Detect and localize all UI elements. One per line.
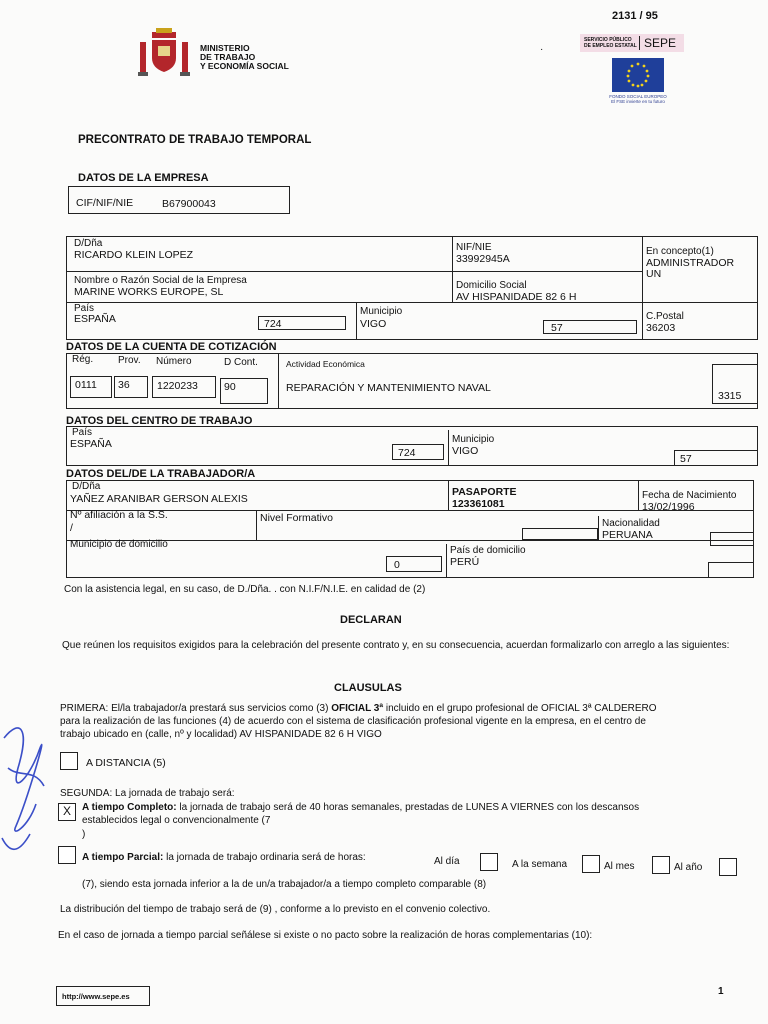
al-ano-checkbox[interactable]: [719, 858, 737, 876]
cp-label: C.Postal: [646, 311, 684, 322]
completo-text: la jornada de trabajo será de 40 horas semanales, prestadas de LUNES A VIERNES con los descansos: [179, 802, 640, 813]
primera-text: PRIMERA: El/la trabajador/a prestará sus servicios como (3): [60, 703, 329, 714]
prov-value: 36: [118, 379, 130, 391]
primera-line-3: trabajo ubicado en (calle, nº y localidad) AV HISPANIDADE 82 6 H VIGO: [60, 729, 382, 740]
pais-dom-label: País de domicilio: [450, 545, 526, 556]
parcial-line-2: (7), siendo esta jornada inferior a la de un/a trabajador/a a tiempo completo comparable (8): [82, 879, 487, 890]
clausulas-heading: CLAUSULAS: [334, 682, 402, 694]
nivel-code-box: [522, 528, 598, 540]
pais-dom-code-box: [708, 562, 754, 578]
page-number: 1: [718, 986, 724, 997]
table-divider: [446, 544, 447, 578]
reg-value: 0111: [75, 379, 97, 391]
nif-value: 33992945A: [456, 253, 510, 265]
eu-caption-line: El FSE invierte en tu futuro: [611, 99, 665, 104]
eu-caption-line: FONDO SOCIAL EUROPEO: [609, 94, 667, 99]
trab-dd-label: D/Dña: [72, 481, 101, 492]
pais-value: ESPAÑA: [74, 313, 116, 325]
pasaporte-label: PASAPORTE: [452, 486, 517, 498]
concepto-label: En concepto(1): [646, 246, 714, 257]
primera-group: incluido en el grupo profesional de OFICIAL 3ª CALDERERO: [385, 703, 657, 714]
section-heading-centro: DATOS DEL CENTRO DE TRABAJO: [66, 415, 253, 427]
razon-label: Nombre o Razón Social de la Empresa: [74, 275, 247, 286]
pais-code: 724: [264, 318, 282, 330]
primera-line-1: [60, 703, 657, 715]
actividad-code: 3315: [718, 390, 742, 402]
distancia-checkbox[interactable]: [60, 752, 78, 770]
parcial-checkbox[interactable]: [58, 846, 76, 864]
al-mes-checkbox[interactable]: [652, 856, 670, 874]
mun-dom-code: 0: [394, 559, 400, 571]
table-divider: [66, 302, 758, 303]
eu-caption: [602, 94, 674, 104]
sepe-small-line: DE EMPLEO ESTATAL: [584, 43, 637, 49]
al-mes-label: Al mes: [604, 861, 635, 872]
footer-url[interactable]: http://www.sepe.es: [62, 992, 130, 1001]
sepe-divider: [639, 36, 640, 50]
ministry-logo: [136, 28, 192, 83]
completo-checkbox[interactable]: X: [58, 803, 76, 821]
sepe-small-text: [584, 37, 637, 49]
al-ano-label: Al año: [674, 862, 703, 873]
parcial-line-1: [82, 852, 366, 864]
actividad-value: REPARACIÓN Y MANTENIMIENTO NAVAL: [286, 382, 491, 394]
ministry-line: Y ECONOMÍA SOCIAL: [200, 61, 289, 71]
cp-value: 36203: [646, 322, 676, 334]
centro-pais-value: ESPAÑA: [70, 438, 112, 450]
trab-dd-value: YAÑEZ ARANIBAR GERSON ALEXIS: [70, 493, 248, 505]
distancia-label: A DISTANCIA (5): [86, 757, 166, 769]
document-number: 2131 / 95: [612, 10, 658, 22]
a-la-semana-label: A la semana: [512, 859, 568, 870]
numero-value: 1220233: [157, 380, 198, 392]
section-heading-trabajador: DATOS DEL/DE LA TRABAJADOR/A: [66, 468, 256, 480]
sepe-wordmark: SEPE: [644, 36, 677, 50]
municipio-value: VIGO: [360, 318, 387, 330]
declaran-heading: DECLARAN: [340, 614, 402, 626]
completo-line-1: [82, 802, 639, 814]
domicilio-label: Domicilio Social: [456, 280, 527, 291]
sepe-logo: [580, 34, 684, 52]
pasaporte-value: 123361081: [452, 498, 505, 510]
ministry-line: MINISTERIO: [200, 43, 250, 53]
nacionalidad-code-box: [710, 532, 754, 546]
asistencia-text: Con la asistencia legal, en su caso, de D./Dña. . con N.I.F/N.I.E. en calidad de (2): [64, 584, 426, 595]
scan-mark: ·: [540, 44, 544, 55]
centro-municipio-label: Municipio: [452, 434, 495, 445]
centro-municipio-code: 57: [680, 453, 692, 465]
razon-value: MARINE WORKS EUROPE, SL: [74, 286, 224, 298]
completo-label: A tiempo Completo:: [82, 802, 177, 813]
table-divider: [256, 510, 257, 540]
municipio-code: 57: [551, 322, 563, 334]
nivel-label: Nivel Formativo: [260, 512, 333, 524]
completo-line-2: establecidos legal o convencionalmente (7: [82, 815, 271, 826]
table-divider: [642, 236, 643, 340]
domicilio-value: AV HISPANIDADE 82 6 H: [456, 291, 577, 303]
table-divider: [356, 302, 357, 340]
primera-category: OFICIAL 3ª: [331, 703, 384, 714]
a-la-semana-checkbox[interactable]: [582, 855, 600, 873]
afiliacion-label: Nº afiliación a la S.S.: [70, 509, 168, 521]
parcial-text: la jornada de trabajo ordinaria será de horas:: [166, 852, 366, 863]
eu-flag-icon: [612, 58, 664, 92]
centro-municipio-value: VIGO: [452, 445, 479, 457]
cif-label: CIF/NIF/NIE: [76, 197, 134, 209]
nacimiento-value: 13/02/1996: [642, 501, 695, 513]
primera-line-2: para la realización de las funciones (4) de acuerdo con el sistema de clasificación profesional vigente en la empresa, en el centro de: [60, 716, 646, 727]
al-dia-label: Al día: [434, 856, 460, 867]
nacionalidad-value: PERUANA: [602, 529, 653, 541]
table-divider: [452, 236, 453, 302]
numero-label: Número: [156, 356, 192, 367]
nacionalidad-label: Nacionalidad: [602, 518, 660, 529]
mun-dom-label: Municipio de domicilio: [70, 539, 168, 550]
concepto-value: ADMINISTRADOR: [646, 257, 735, 269]
dd-value: RICARDO KLEIN LOPEZ: [74, 249, 194, 261]
parcial-note: En el caso de jornada a tiempo parcial señálese si existe o no pacto sobre la realización de horas complementarias (10):: [58, 930, 593, 941]
municipio-label: Municipio: [360, 306, 403, 317]
table-divider: [448, 480, 449, 510]
distribucion-text: La distribución del tiempo de trabajo será de (9) , conforme a lo previsto en el convenio colectivo.: [60, 904, 491, 915]
table-divider: [448, 430, 449, 466]
centro-pais-code: 724: [398, 447, 416, 459]
dd-label: D/Dña: [74, 238, 103, 249]
reg-label: Rég.: [72, 354, 94, 365]
document-title: PRECONTRATO DE TRABAJO TEMPORAL: [78, 134, 312, 146]
pais-label: País: [74, 303, 95, 314]
dcont-label: D Cont.: [224, 357, 258, 368]
concepto-value-2: UN: [646, 268, 662, 280]
ministry-line: DE TRABAJO: [200, 52, 256, 62]
table-divider: [278, 353, 279, 409]
prov-label: Prov.: [118, 355, 141, 366]
al-dia-checkbox[interactable]: [480, 853, 498, 871]
section-heading-cotizacion: DATOS DE LA CUENTA DE COTIZACIÓN: [66, 341, 277, 353]
afiliacion-value: /: [70, 522, 73, 534]
declaran-text: Que reúnen los requisitos exigidos para la celebración del presente contrato y, en su consecuencia, acuerdan formalizarlo con arreglo a las siguientes:: [62, 640, 730, 651]
cif-value: B67900043: [162, 198, 216, 210]
nif-label: NIF/NIE: [456, 242, 492, 253]
table-divider: [598, 516, 599, 540]
centro-pais-label: País: [72, 427, 93, 438]
dcont-value: 90: [224, 381, 236, 393]
ministry-name: [200, 44, 289, 71]
nacimiento-label: Fecha de Nacimiento: [642, 490, 737, 501]
signature-scribble: [0, 708, 58, 858]
table-divider: [66, 271, 642, 272]
sepe-small-line: SERVICIO PÚBLICO: [584, 37, 632, 43]
pais-dom-value: PERÚ: [450, 556, 480, 568]
actividad-label: Actividad Económica: [286, 359, 365, 369]
coat-of-arms-icon: [136, 28, 192, 80]
completo-line-3: ): [82, 829, 86, 840]
parcial-label: A tiempo Parcial:: [82, 852, 164, 863]
section-heading-empresa: DATOS DE LA EMPRESA: [78, 172, 209, 184]
segunda-intro: SEGUNDA: La jornada de trabajo será:: [60, 788, 235, 799]
table-divider: [638, 480, 639, 510]
